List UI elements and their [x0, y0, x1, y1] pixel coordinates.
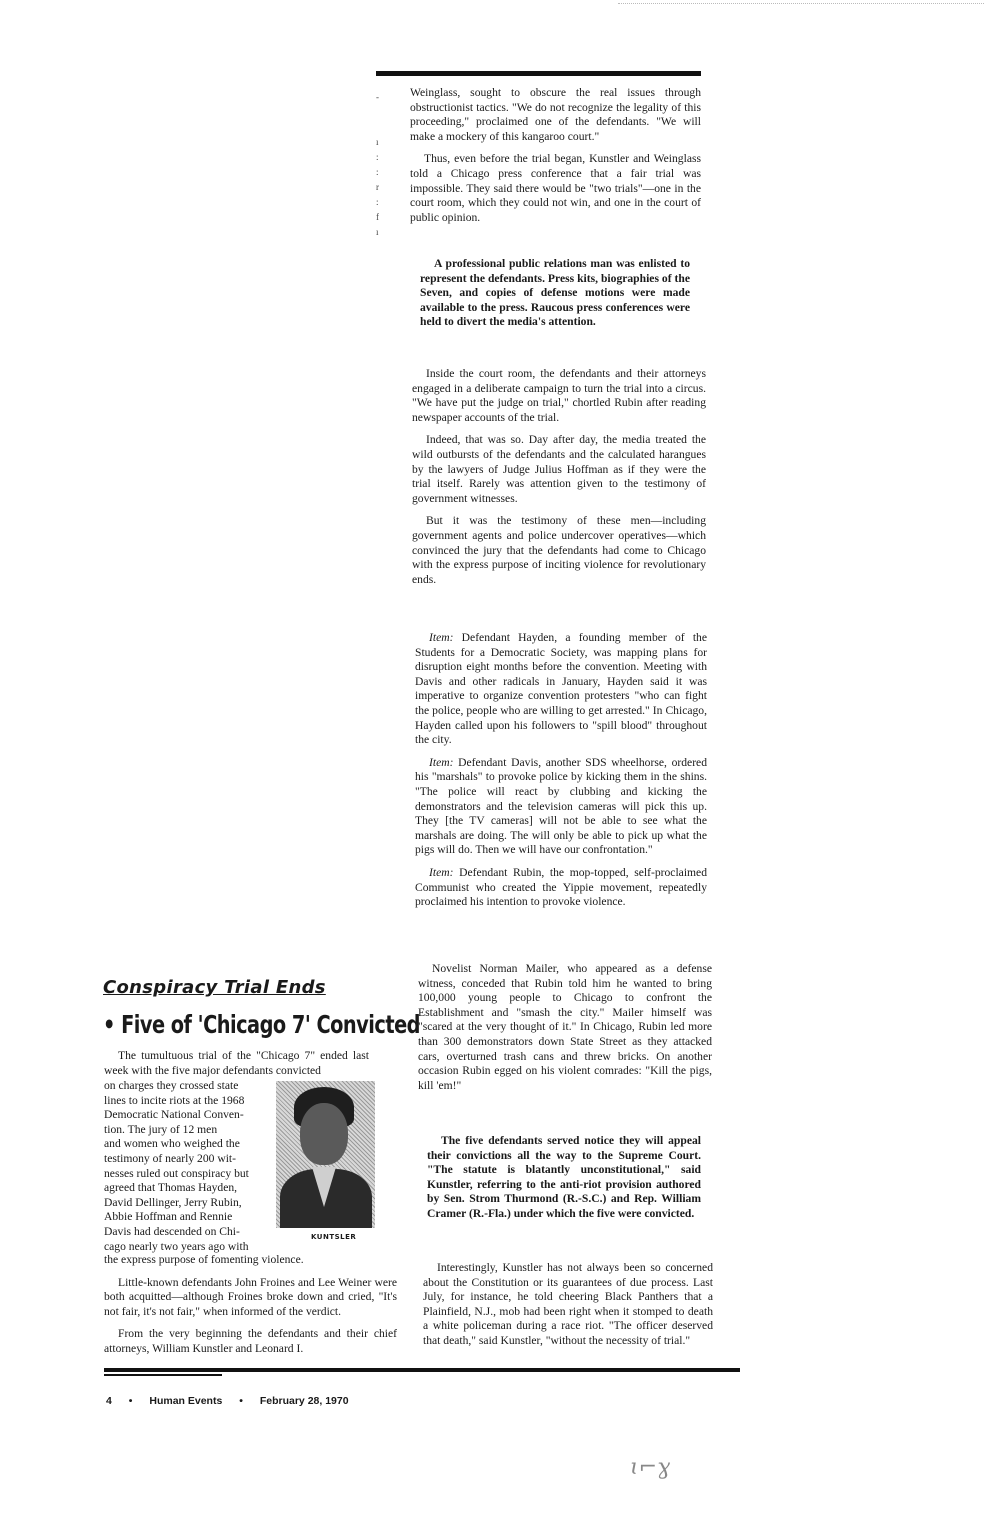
item-text: Defendant Davis, another SDS wheelhorse, ordered his "marshals" to provoke police by kicking them in the shins. "The police will react by clubbing and kicking the demonstrators and the television cameras will pick this up. They [the TV cameras] will not be able to see what the marshals are doing. The will only be able to pick up what the pigs will do. Then we will have our confrontation." [415, 755, 707, 857]
paragraph: Indeed, that was so. Day after day, the media treated the wild outbursts of the defendants and the calculated harangues by the lawyers of Judge Julius Hoffman as if they were the trial itself. Rarely was attention given to the testimony of government witnesses. [412, 433, 706, 505]
paragraph: Thus, even before the trial began, Kunstler and Weinglass told a Chicago press conference that a fair trial was impossible. They said there would be "two trials"—one in the court room, which they could not win, and one in the court of public opinion. [410, 152, 701, 224]
item-paragraph [415, 631, 707, 748]
left-article-rest [104, 1253, 397, 1365]
page-number: 4 [106, 1395, 112, 1407]
page-footer [106, 1395, 363, 1407]
item-label: Item: [429, 755, 454, 769]
wrap-line: agreed that Thomas Hayden, [104, 1181, 238, 1195]
handwritten-mark: ɩ⌐ɣ [630, 1455, 671, 1480]
pull-quote-appeal [427, 1134, 701, 1222]
item-paragraph [415, 866, 707, 910]
footer-bullet: • [239, 1395, 243, 1407]
wrap-line: and women who weighed the [104, 1137, 240, 1151]
right-column-mailer [418, 962, 712, 1101]
paragraph: But it was the testimony of these men—including government agents and police undercover operatives—which convinced the jury that the defendants had come to Chicago with the express purpose of inciting violence for revolutionary ends. [412, 514, 706, 586]
wrap-line: testimony of nearly 200 wit- [104, 1151, 237, 1165]
article-kicker: Conspiracy Trial Ends [103, 977, 326, 998]
right-column-final [423, 1261, 713, 1357]
kunstler-photo [276, 1081, 375, 1228]
photo-caption: KUNTSLER [311, 1233, 357, 1241]
item-text: Defendant Hayden, a founding member of the Students for a Democratic Society, was mapping plans for disruption eight months before the convention. Meeting with Davis and other radicals in January, Hayden said it was imperative to organize convention protesters "who can fight the police, people who are willing to get arrested." In Chicago, Hayden called upon his followers to "spill blood" throughout the city. [415, 631, 707, 747]
pull-quote-text: The five defendants served notice they will appeal their convictions all the way to the Supreme Court. "The statute is blatantly unconstitutional," said Kunstler, referring to the anti-riot provision authored by Sen. Strom Thurmond (R.-S.C.) and Rep. William Cramer (R.-Fla.) under which the five were convicted. [427, 1134, 701, 1220]
bottom-rule [104, 1368, 740, 1372]
pull-quote-text: A professional public relations man was enlisted to represent the defendants. Press kits, biographies of the Seven, and copies of defense motions were made available to the press. Raucous press conferences were held to divert the media's attention. [420, 257, 690, 329]
issue-date: February 28, 1970 [259, 1395, 349, 1407]
margin-marks: - ı : : r : f ı [376, 92, 379, 237]
publication-name: Human Events [149, 1395, 223, 1407]
right-column-top [410, 86, 701, 233]
top-rule [376, 71, 701, 76]
wrap-line: Davis had descended on Chi- [104, 1224, 240, 1238]
right-column-middle [412, 367, 706, 595]
wrap-line: on charges they crossed state [104, 1079, 239, 1092]
item-paragraph [415, 756, 707, 858]
article-headline: • Five of 'Chicago 7' Convicted [103, 1010, 421, 1039]
paragraph: Inside the court room, the defendants and their attorneys engaged in a deliberate campaign to turn the trial into a circus. "We have put the judge on trial," chortled Rubin after reading newspaper accounts of the trial. [412, 367, 706, 424]
item-label: Item: [429, 865, 454, 879]
left-article-wrap [104, 1079, 272, 1254]
paragraph: Interestingly, Kunstler has not always been so concerned about the Constitution or its guarantees of due process. Last July, for instance, he told cheering Black Panthers that a Plainfield, N.J., mob had been right when it stomped to death a white policeman during a race riot. "The officer deserved that death," said Kunstler, "without the necessity of trial." [423, 1261, 713, 1347]
wrap-line: lines to incite riots at the 1968 [104, 1093, 245, 1107]
wrap-line: cago nearly two years ago with [104, 1239, 249, 1253]
paragraph: the express purpose of fomenting violence. [104, 1253, 304, 1266]
wrap-line: Abbie Hoffman and Rennie [104, 1210, 233, 1224]
wrap-line: nesses ruled out conspiracy but [104, 1166, 249, 1180]
paragraph: Little-known defendants John Froines and Lee Weiner were both acquitted—although Froines broke down and cried, "It's not fair, it's not fair," when informed of the verdict. [104, 1275, 397, 1318]
item-label: Item: [429, 631, 454, 644]
bottom-rule-short [104, 1374, 222, 1376]
paragraph: The tumultuous trial of the "Chicago 7" ended last week with the five major defendants convicted [104, 1049, 369, 1077]
right-column-items [415, 631, 707, 918]
footer-bullet: • [128, 1395, 133, 1407]
paragraph: Novelist Norman Mailer, who appeared as a defense witness, conceded that Rubin told him he wanted to bring 100,000 young people to Chicago to confront the Establishment and "smash the city." Mailer himself was "scared at the very thought of it." In Chicago, Rubin led more than 300 demonstrators down State Street as they attacked cars, overturned trash cans and threw bricks. On another occasion Rubin egged on his violent comrades: "Kill the pigs, kill 'em!" [418, 962, 712, 1092]
paragraph: From the very beginning the defendants and their chief attorneys, William Kunstler and Leonard I. [104, 1327, 397, 1355]
paragraph: Weinglass, sought to obscure the real issues through obstructionist tactics. "We do not recognize the legality of this proceeding," proclaimed one of the defendants. "We will make a mockery of this kangaroo court." [410, 86, 701, 143]
wrap-line: tion. The jury of 12 men [104, 1122, 218, 1136]
wrap-line: David Dellinger, Jerry Rubin, [104, 1195, 242, 1209]
pull-quote-pr [420, 257, 690, 330]
wrap-line: Democratic National Conven- [104, 1108, 244, 1122]
scan-edge-dots [618, 3, 984, 4]
item-text: Defendant Rubin, the mop-topped, self-proclaimed Communist who created the Yippie movement, repeatedly proclaimed his intention to provoke violence. [415, 865, 707, 909]
